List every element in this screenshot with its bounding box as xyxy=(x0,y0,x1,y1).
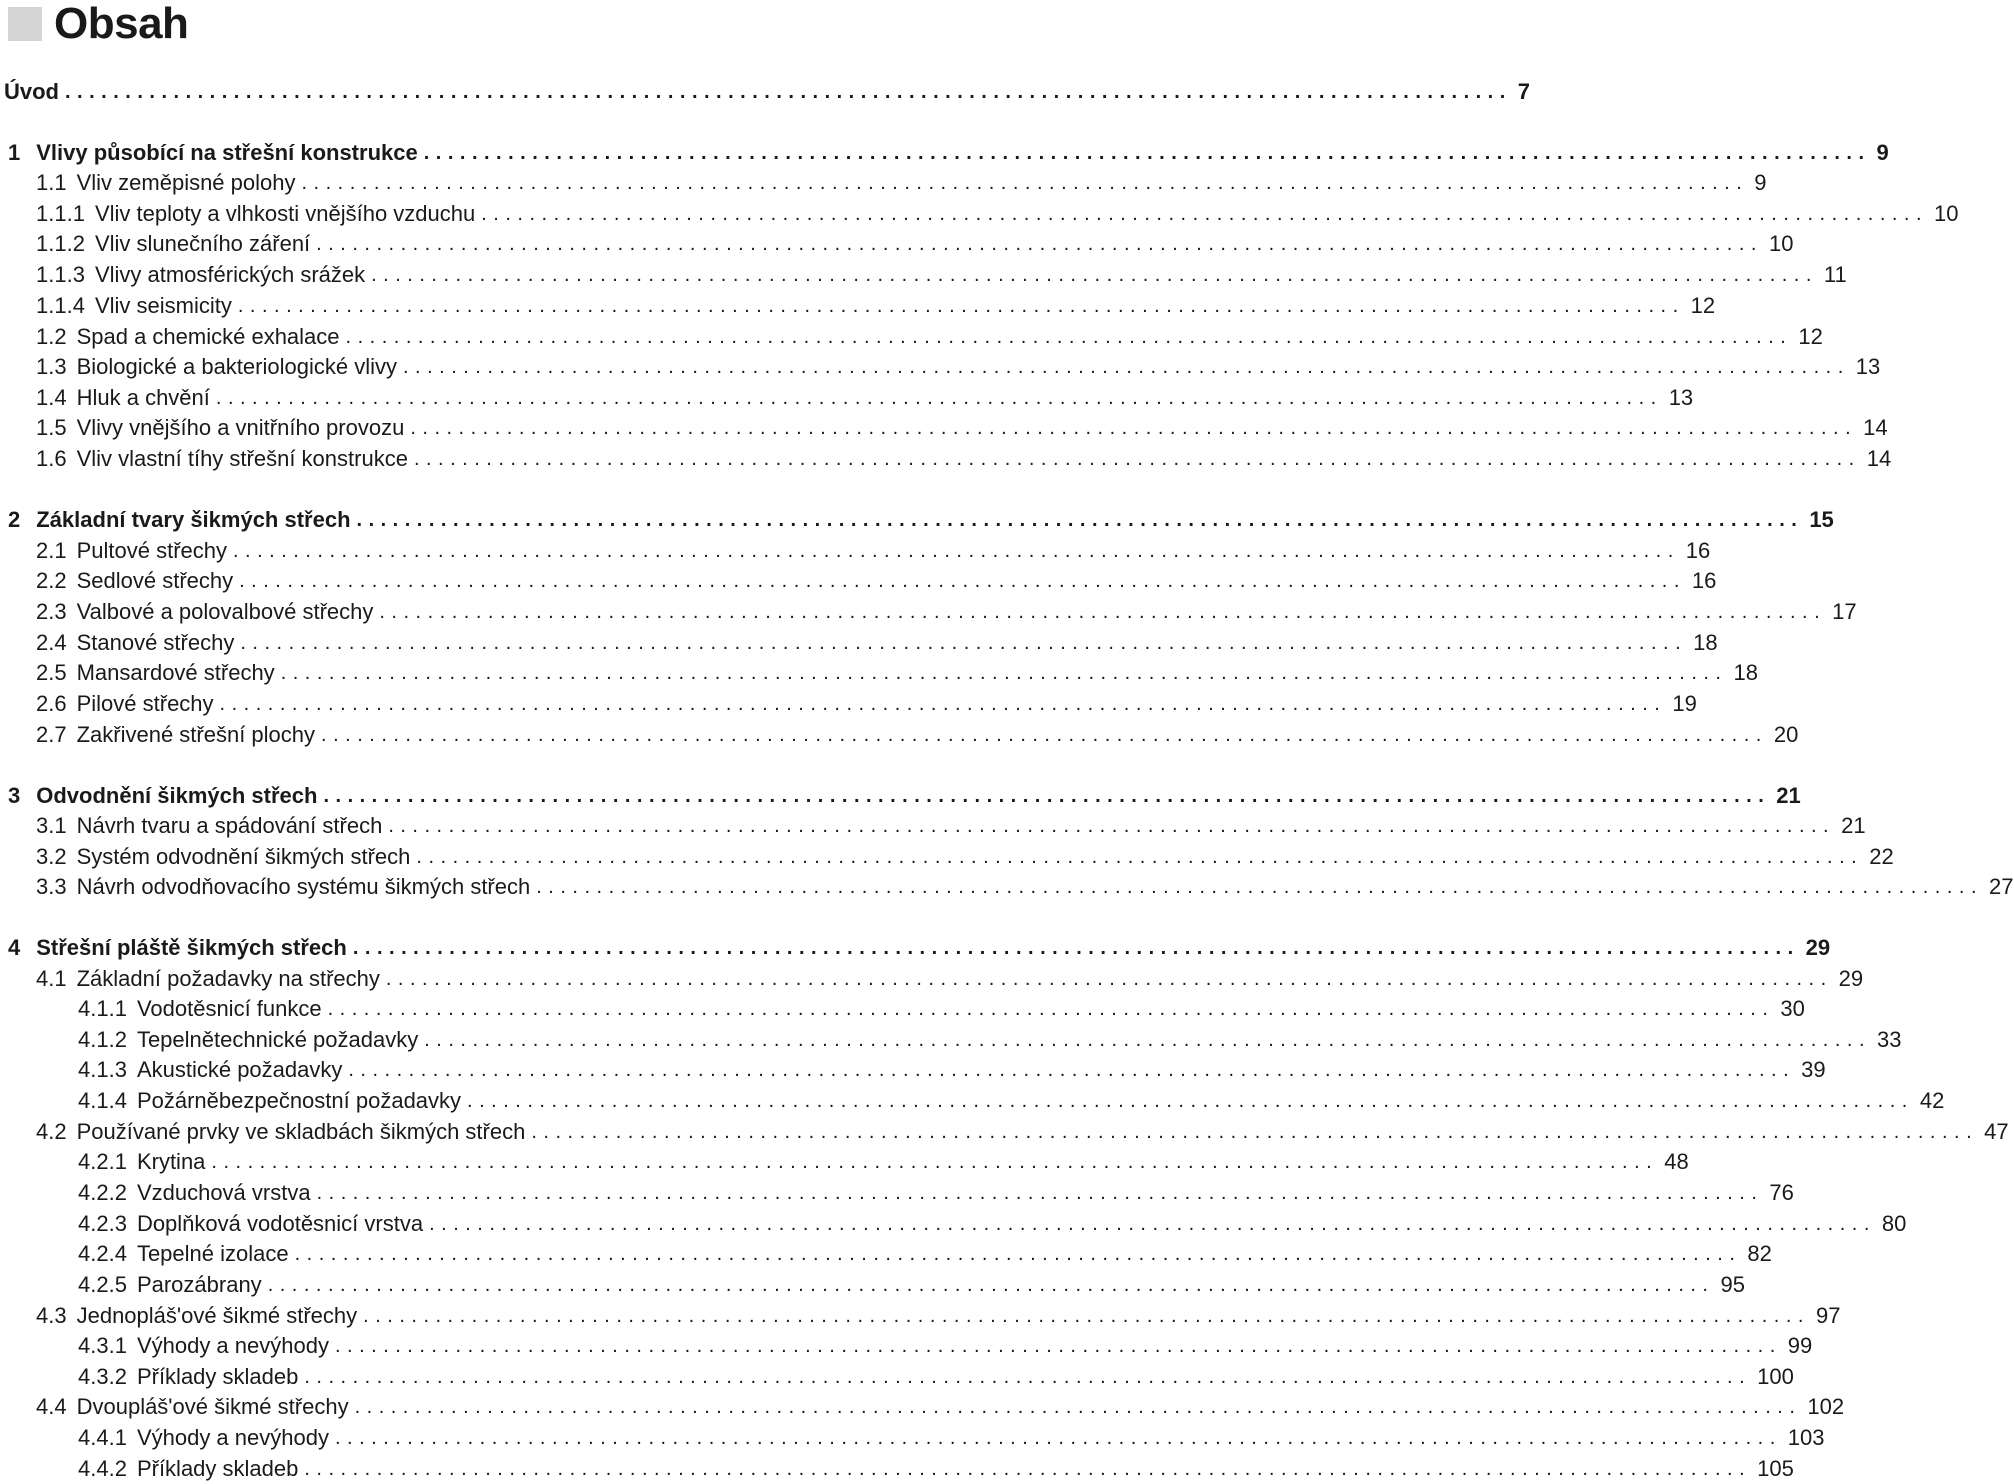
toc-entry-title: Zakřivené střešní plochy xyxy=(76,722,316,747)
toc-entry-number: 4.2 xyxy=(36,1119,67,1144)
toc-entry-label xyxy=(0,844,416,870)
toc-entry-label xyxy=(0,1333,335,1359)
dot-leader: ........................................................................................................................ xyxy=(429,1213,1876,1235)
toc-entry[interactable] xyxy=(0,168,1767,198)
toc-entry-number: 2.7 xyxy=(36,722,67,747)
toc-entry-label xyxy=(0,446,414,472)
toc-entry[interactable] xyxy=(0,1086,1945,1116)
toc-entry-label xyxy=(0,79,65,105)
toc-entry-number: 3.2 xyxy=(36,844,67,869)
toc-entry-title: Požárněbezpečnostní požadavky xyxy=(136,1088,462,1113)
toc-entry-number: 2.6 xyxy=(36,691,67,716)
dot-leader: ........................................................................................................................ xyxy=(239,570,1686,592)
toc-entry-label xyxy=(0,293,238,319)
toc-entry[interactable] xyxy=(0,842,1894,872)
toc-page-number: 18 xyxy=(1733,660,1758,685)
dot-leader: ........................................................................................................................ xyxy=(280,662,1728,684)
toc-entry-label xyxy=(0,1425,335,1451)
toc-entry-title: Tepelnětechnické požadavky xyxy=(136,1027,419,1052)
toc-entry-title: Systém odvodnění šikmých střech xyxy=(76,844,411,869)
toc-entry-title: Vliv zeměpisné polohy xyxy=(76,170,296,195)
toc-entry[interactable] xyxy=(0,1025,1902,1055)
toc-entry-number: 1 xyxy=(8,140,21,165)
toc-entry-title: Jednopláš'ové šikmé střechy xyxy=(76,1303,358,1328)
toc-entry[interactable] xyxy=(0,811,1866,841)
toc-entry-number: 1.3 xyxy=(36,354,67,379)
toc-entry-number: 4.4.2 xyxy=(78,1456,127,1481)
toc-entry-label xyxy=(0,599,379,625)
toc-entry-label xyxy=(0,1027,424,1053)
toc-entry-number: 4 xyxy=(8,935,21,960)
toc-entry-number: 1.1.2 xyxy=(36,231,85,256)
toc-entry[interactable] xyxy=(0,199,1959,229)
toc-entry[interactable] xyxy=(0,229,1794,259)
dot-leader: ........................................................................................................................ xyxy=(267,1274,1715,1296)
toc-entry-label xyxy=(0,1057,348,1083)
toc-entry-title: Výhody a nevýhody xyxy=(136,1333,329,1358)
dot-leader: ........................................................................................................................ xyxy=(423,142,1871,164)
toc-page-number: 99 xyxy=(1787,1333,1813,1358)
dot-leader: ........................................................................................................................ xyxy=(402,356,1850,378)
toc-entry[interactable] xyxy=(0,566,1717,596)
toc-page-number: 21 xyxy=(1841,813,1866,838)
toc-entry-label xyxy=(0,783,323,809)
toc-entry-number: 3 xyxy=(8,783,21,808)
toc-page-number: 13 xyxy=(1668,385,1694,410)
toc-entry-number: 4.3 xyxy=(36,1303,67,1328)
toc-page-number: 97 xyxy=(1815,1303,1841,1328)
toc-page-number: 14 xyxy=(1866,446,1892,471)
toc-entry-label xyxy=(0,691,220,717)
toc-page-number: 48 xyxy=(1664,1149,1689,1174)
dot-leader: ........................................................................................................................ xyxy=(334,1335,1782,1357)
toc-entry-label xyxy=(0,630,240,656)
dot-leader: ........................................................................................................................ xyxy=(536,876,1984,898)
toc-entry-title: Sedlové střechy xyxy=(76,568,234,593)
toc-entry-title: Návrh odvodňovacího systému šikmých střech xyxy=(76,874,531,899)
toc-entry-number: 4.1.3 xyxy=(78,1057,127,1082)
dot-leader: ........................................................................................................................ xyxy=(304,1458,1752,1480)
toc-entry-title: Akustické požadavky xyxy=(136,1057,343,1082)
toc-entry-label xyxy=(0,507,357,533)
dot-leader: ........................................................................................................................ xyxy=(467,1090,1914,1112)
toc-entry-title: Návrh tvaru a spádování střech xyxy=(76,813,383,838)
toc-entry-title: Vlivy atmosférických srážek xyxy=(94,262,366,287)
toc-entry-number: 4.2.2 xyxy=(78,1180,127,1205)
toc-entry[interactable] xyxy=(0,720,1799,750)
toc-entry-title: Tepelné izolace xyxy=(136,1241,289,1266)
toc-entry-label xyxy=(0,935,353,961)
dot-leader: ........................................................................................................................ xyxy=(301,172,1749,194)
toc-page-number: 21 xyxy=(1776,783,1801,808)
dot-leader: ........................................................................................................................ xyxy=(410,417,1858,439)
toc-page-number: 47 xyxy=(1984,1119,2009,1144)
toc-entry-label xyxy=(0,996,328,1022)
dot-leader: ........................................................................................................................ xyxy=(321,724,1768,746)
toc-chapter-entry[interactable] xyxy=(0,77,1531,107)
toc-entry-title: Úvod xyxy=(4,79,59,104)
toc-entry-number: 1.5 xyxy=(36,415,67,440)
toc-entry-label xyxy=(0,1211,429,1237)
toc-entry-title: Pultové střechy xyxy=(76,538,227,563)
dot-leader: ........................................................................................................................ xyxy=(416,846,1864,868)
toc-entry-label xyxy=(0,201,481,227)
toc-entry-title: Valbové a polovalbové střechy xyxy=(76,599,374,624)
toc-entry-title: Pilové střechy xyxy=(76,691,214,716)
toc-page-number: 30 xyxy=(1780,996,1805,1021)
dot-leader: ........................................................................................................................ xyxy=(211,1151,1659,1173)
toc-entry-label xyxy=(0,538,233,564)
toc-entry-label xyxy=(0,324,346,350)
toc-entry-label xyxy=(0,660,281,686)
toc-page-number: 14 xyxy=(1863,415,1888,440)
dot-leader: ........................................................................................................................ xyxy=(233,540,1680,562)
toc-chapter-entry[interactable] xyxy=(0,138,1889,168)
toc-entry[interactable] xyxy=(0,1147,1689,1177)
toc-entry-number: 1.1 xyxy=(36,170,67,195)
toc-entry[interactable] xyxy=(0,444,1892,474)
toc-page-number: 82 xyxy=(1747,1241,1772,1266)
toc-page-number: 9 xyxy=(1754,170,1767,195)
toc-page-number: 16 xyxy=(1685,538,1711,563)
toc-entry-title: Odvodnění šikmých střech xyxy=(36,783,318,808)
toc-entry-number: 1.6 xyxy=(36,446,67,471)
toc-entry[interactable] xyxy=(0,1392,1845,1422)
dot-leader: ........................................................................................................................ xyxy=(327,998,1775,1020)
toc-entry[interactable] xyxy=(0,260,1847,290)
toc-entry[interactable] xyxy=(0,1209,1907,1239)
toc-entry-number: 4.3.1 xyxy=(78,1333,127,1358)
dot-leader: ........................................................................................................................ xyxy=(334,1427,1782,1449)
toc-entry-label xyxy=(0,1241,295,1267)
dot-leader: ........................................................................................................................ xyxy=(356,509,1804,531)
toc-page-number: 29 xyxy=(1838,966,1864,991)
toc-entry[interactable] xyxy=(0,628,1718,658)
toc-entry[interactable] xyxy=(0,1270,1745,1300)
toc-entry-number: 4.2.4 xyxy=(78,1241,127,1266)
toc-entry-title: Mansardové střechy xyxy=(76,660,275,685)
toc-chapter-entry[interactable] xyxy=(0,781,1801,811)
toc-page-number: 17 xyxy=(1832,599,1857,624)
toc-page-number: 39 xyxy=(1801,1057,1826,1082)
toc-entry-title: Biologické a bakteriologické vlivy xyxy=(76,354,397,379)
dot-leader: ........................................................................................................................ xyxy=(385,968,1833,990)
dot-leader: ........................................................................................................................ xyxy=(531,1121,1979,1143)
toc-entry-title: Vlivy působící na střešní konstrukce xyxy=(36,140,418,165)
dot-leader: ........................................................................................................................ xyxy=(215,387,1663,409)
toc-entry[interactable] xyxy=(0,1239,1772,1269)
toc-entry-title: Příklady skladeb xyxy=(136,1456,299,1481)
dot-leader: ........................................................................................................................ xyxy=(323,785,1771,807)
toc-page-number: 16 xyxy=(1691,568,1717,593)
toc-page-number: 33 xyxy=(1877,1027,1902,1052)
dot-leader: ........................................................................................................................ xyxy=(219,693,1667,715)
toc-entry-label xyxy=(0,354,403,380)
dot-leader: ........................................................................................................................ xyxy=(240,632,1688,654)
toc-entry-title: Vodotěsnicí funkce xyxy=(136,996,322,1021)
toc-entry-label xyxy=(0,1394,355,1420)
toc-entry[interactable] xyxy=(0,597,1857,627)
toc-entry[interactable] xyxy=(0,383,1694,413)
toc-entry[interactable] xyxy=(0,994,1805,1024)
toc-entry-label xyxy=(0,1272,268,1298)
dot-leader: ........................................................................................................................ xyxy=(65,81,1512,103)
toc-entry-number: 1.1.3 xyxy=(36,262,85,287)
dot-leader: ........................................................................................................................ xyxy=(354,1396,1802,1418)
toc-page-number: 9 xyxy=(1876,140,1889,165)
toc-entry[interactable] xyxy=(0,964,1864,994)
toc-entry-label xyxy=(0,385,216,411)
toc-entry-number: 4.4 xyxy=(36,1394,67,1419)
toc-page-number: 7 xyxy=(1517,79,1531,104)
toc-entry-number: 4.2.1 xyxy=(78,1149,127,1174)
toc-page-number: 11 xyxy=(1823,262,1847,287)
toc-entry-title: Vliv teploty a vlhkosti vnějšího vzduchu xyxy=(94,201,476,226)
toc-entry[interactable] xyxy=(0,1117,2009,1147)
toc-entry[interactable] xyxy=(0,536,1711,566)
dot-leader: ........................................................................................................................ xyxy=(237,295,1685,317)
toc-entry-label xyxy=(0,262,371,288)
toc-entry-label xyxy=(0,568,239,594)
dot-leader: ........................................................................................................................ xyxy=(424,1029,1872,1051)
toc-entry[interactable] xyxy=(0,1055,1826,1085)
toc-entry-title: Vliv vlastní tíhy střešní konstrukce xyxy=(76,446,408,471)
toc-entry[interactable] xyxy=(0,291,1716,321)
toc-entry-label xyxy=(0,231,316,257)
toc-entry-number: 1.4 xyxy=(36,385,67,410)
toc-entry[interactable] xyxy=(0,1178,1794,1208)
dot-leader: ........................................................................................................................ xyxy=(363,1305,1810,1327)
toc-entry-number: 1.1.1 xyxy=(36,201,85,226)
toc-entry-label xyxy=(0,722,321,748)
toc-entry-label xyxy=(0,170,302,196)
toc-entry-title: Vzduchová vrstva xyxy=(136,1180,311,1205)
toc-entry-number: 4.4.1 xyxy=(78,1425,127,1450)
toc-page-number: 29 xyxy=(1805,935,1831,960)
toc-page-number: 102 xyxy=(1807,1394,1845,1419)
toc-entry-title: Střešní pláště šikmých střech xyxy=(36,935,347,960)
toc-page-number: 100 xyxy=(1757,1364,1794,1389)
dot-leader: ........................................................................................................................ xyxy=(316,1182,1764,1204)
toc-page-number: 42 xyxy=(1919,1088,1945,1113)
toc-page-number: 105 xyxy=(1757,1456,1794,1481)
toc-entry[interactable] xyxy=(0,1301,1841,1331)
toc-page-number: 95 xyxy=(1720,1272,1745,1297)
toc-entry-label xyxy=(0,1119,531,1145)
toc-entry-title: Hluk a chvění xyxy=(76,385,210,410)
toc-page-number: 12 xyxy=(1798,324,1823,349)
toc-entry-label xyxy=(0,1180,317,1206)
toc-entry-number: 2.1 xyxy=(36,538,67,563)
toc-entry[interactable] xyxy=(0,1423,1825,1453)
toc-entry-number: 2.4 xyxy=(36,630,67,655)
toc-page-number: 12 xyxy=(1690,293,1716,318)
toc-entry-title: Vliv seismicity xyxy=(94,293,232,318)
toc-entry-number: 2.2 xyxy=(36,568,67,593)
toc-entry-title: Výhody a nevýhody xyxy=(136,1425,329,1450)
toc-entry[interactable] xyxy=(0,352,1881,382)
toc-entry-label xyxy=(0,1456,304,1482)
toc-entry[interactable] xyxy=(0,872,2014,902)
dot-leader: ........................................................................................................................ xyxy=(481,203,1929,225)
toc-entry-title: Používané prvky ve skladbách šikmých střech xyxy=(76,1119,526,1144)
toc-entry-label xyxy=(0,874,536,900)
title-text: Obsah xyxy=(54,0,189,48)
toc-entry-title: Vliv slunečního záření xyxy=(94,231,311,256)
toc-page-number: 15 xyxy=(1809,507,1834,532)
toc-entry-title: Vlivy vnějšího a vnitřního provozu xyxy=(76,415,405,440)
toc-page-number: 10 xyxy=(1768,231,1794,256)
toc-entry-label xyxy=(0,1364,304,1390)
toc-entry-title: Základní požadavky na střechy xyxy=(76,966,380,991)
toc-page-number: 76 xyxy=(1769,1180,1794,1205)
toc-page-number: 19 xyxy=(1672,691,1697,716)
toc-entry-number: 4.2.5 xyxy=(78,1272,127,1297)
dot-leader: ........................................................................................................................ xyxy=(304,1366,1752,1388)
dot-leader: ........................................................................................................................ xyxy=(345,326,1793,348)
toc-entry-label xyxy=(0,1149,211,1175)
dot-leader: ........................................................................................................................ xyxy=(352,937,1800,959)
toc-entry-label xyxy=(0,140,424,166)
toc-entry-title: Základní tvary šikmých střech xyxy=(36,507,351,532)
toc-entry[interactable] xyxy=(0,1331,1813,1361)
toc-entry-number: 1.1.4 xyxy=(36,293,85,318)
dot-leader: ........................................................................................................................ xyxy=(379,601,1827,623)
toc-chapter-entry[interactable] xyxy=(0,505,1834,535)
toc-page-number: 10 xyxy=(1934,201,1959,226)
toc-entry-number: 2 xyxy=(8,507,21,532)
toc-page-number: 103 xyxy=(1787,1425,1825,1450)
toc-entry-number: 4.1.2 xyxy=(78,1027,127,1052)
toc-entry[interactable] xyxy=(0,658,1758,688)
toc-entry[interactable] xyxy=(0,1362,1794,1392)
toc-entry-title: Doplňková vodotěsnicí vrstva xyxy=(136,1211,424,1236)
toc-entry-title: Spad a chemické exhalace xyxy=(76,324,340,349)
toc-chapter-entry[interactable] xyxy=(0,933,1831,963)
toc-page-number: 27 xyxy=(1989,874,2014,899)
toc-entry-number: 3.3 xyxy=(36,874,67,899)
toc-entry-number: 1.2 xyxy=(36,324,67,349)
toc-entry-label xyxy=(0,966,386,992)
toc-entry-number: 4.1.4 xyxy=(78,1088,127,1113)
dot-leader: ........................................................................................................................ xyxy=(371,264,1818,286)
toc-entry-title: Stanové střechy xyxy=(76,630,235,655)
toc-entry-number: 4.3.2 xyxy=(78,1364,127,1389)
dot-leader: ........................................................................................................................ xyxy=(348,1059,1796,1081)
toc-entry-number: 3.1 xyxy=(36,813,67,838)
toc-entry-number: 2.3 xyxy=(36,599,67,624)
toc-entry-title: Příklady skladeb xyxy=(136,1364,299,1389)
toc-entry[interactable] xyxy=(0,1454,1794,1484)
toc-entry-label xyxy=(0,415,410,441)
toc-entry-number: 4.1.1 xyxy=(78,996,127,1021)
toc-entry-number: 4.2.3 xyxy=(78,1211,127,1236)
toc-page-number: 22 xyxy=(1869,844,1894,869)
toc-entry-label xyxy=(0,813,388,839)
toc-entry[interactable] xyxy=(0,322,1823,352)
dot-leader: ........................................................................................................................ xyxy=(388,815,1836,837)
toc-entry-number: 2.5 xyxy=(36,660,67,685)
toc-entry-title: Parozábrany xyxy=(136,1272,262,1297)
toc-page-number: 20 xyxy=(1773,722,1799,747)
toc-entry[interactable] xyxy=(0,689,1697,719)
toc-page-number: 18 xyxy=(1693,630,1718,655)
toc-entry-label xyxy=(0,1088,467,1114)
toc-page-number: 13 xyxy=(1855,354,1881,379)
toc-entry-label xyxy=(0,1303,363,1329)
dot-leader: ........................................................................................................................ xyxy=(316,233,1763,255)
dot-leader: ........................................................................................................................ xyxy=(413,448,1861,470)
dot-leader: ........................................................................................................................ xyxy=(294,1243,1742,1265)
toc-entry[interactable] xyxy=(0,413,1888,443)
toc-entry-title: Krytina xyxy=(136,1149,206,1174)
toc-page-number: 80 xyxy=(1881,1211,1907,1236)
toc-entry-number: 4.1 xyxy=(36,966,67,991)
toc-entry-title: Dvoupláš'ové šikmé střechy xyxy=(76,1394,349,1419)
